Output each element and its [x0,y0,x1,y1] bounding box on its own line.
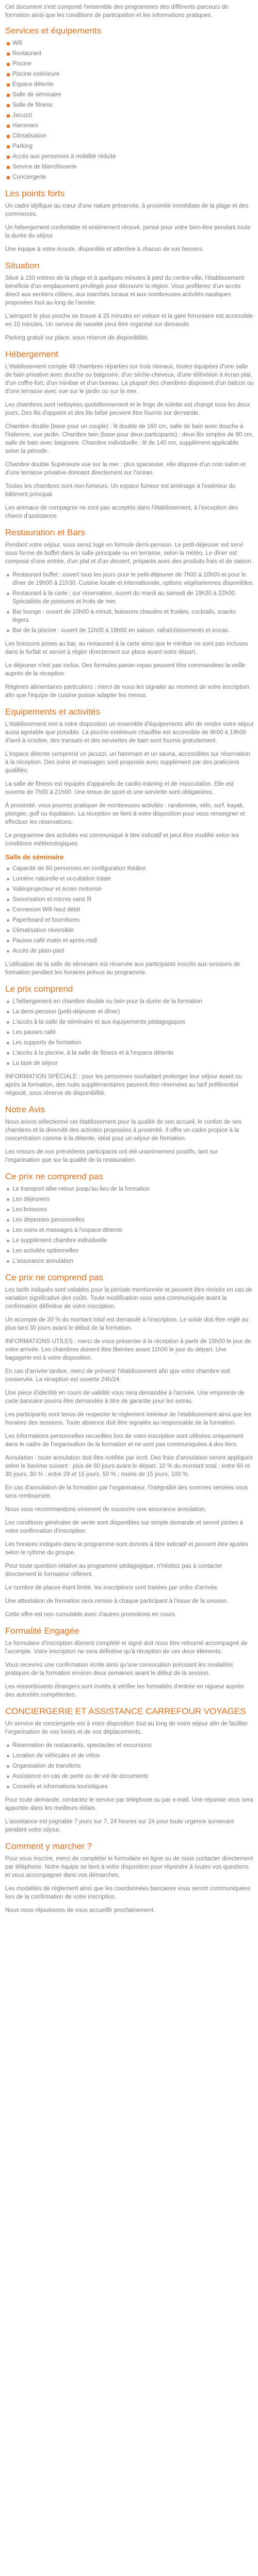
bullet-icon [7,63,10,66]
paragraph: Le nombre de places étant limité, les inscriptions sont traitées par ordre d'arrivée. [5,1585,219,1591]
conciergerie-list [5,1741,254,1791]
list-item: Bar lounge : ouvert de 10h00 à minuit, boissons chaudes et froides, cocktails, snacks légers. [5,608,254,624]
paragraph: L'aéroport le plus proche se trouve à 25 minutes en voiture et la gare ferroviaire est accessible en 10 minutes. Un service de navette peut être organisé sur demande. [5,313,253,328]
bullet-icon [7,630,9,632]
paragraph: Les animaux de compagnie ne sont pas acceptés dans l'établissement, à l'exception des chiens d'assistance. [5,505,238,519]
bullet-icon [7,1021,9,1024]
list-item: Réservation de restaurants, spectacles et excursions [5,1741,254,1750]
bullet-icon [7,125,10,128]
bullet-icon [7,611,9,614]
paragraph: Un acompte de 30 % du montant total est demandé à l'inscription. Le solde doit être réglé au plus tard 30 jours avant le début de la formation. [5,1317,249,1331]
equipements-section [5,707,254,977]
intro-text: Cet document s'est comporté l'ensemble des programmes des différents parcours de formation ainsi que les conditions de participation et les informations pratiques. [5,4,229,19]
section-title: Formalité Engagée [5,1626,79,1636]
points-forts-section [5,189,254,253]
list-item: Service de blanchisserie [5,163,254,171]
seminaire-list [5,865,254,955]
bullet-icon [7,104,10,107]
bullet-icon [7,1229,9,1232]
bullet-icon [7,1198,9,1201]
bullet-icon [7,888,9,891]
paragraph: L'utilisation de la salle de séminaire est réservée aux participants inscrits aux sessions de formation pendant les horaires prévus au programme. [5,961,240,976]
paragraph: Pour toute demande, contactez le service par téléphone ou par e-mail. Une réponse vous sera apportée dans les meilleurs délais. [5,1797,253,1811]
paragraph: Les tarifs indiqués sont valables pour la période mentionnée et peuvent être révisés en cas de variation significative des coûts. Toute modification vous sera communiquée avant la confirmation définitive de votre inscription. [5,1287,252,1310]
inscription-section [5,1841,254,1914]
list-item: Les soins et massages à l'espace détente [5,1226,254,1234]
paragraph: En cas d'annulation de la formation par l'organisateur, l'intégralité des sommes versées vous sera remboursée. [5,1485,248,1499]
paragraph: INFORMATIONS UTILES : merci de vous présenter à la réception à partir de 15h00 le jour de votre arrivée. Les chambres doivent être libérées avant 11h00 le jour du départ. Une bagagerie est à votre disposition. [5,1338,251,1361]
bullet-icon [7,94,10,97]
list-item: L'assurance annulation [5,1257,254,1265]
paragraph: INFORMATION SPÉCIALE : pour les personnes souhaitant prolonger leur séjour avant ou après la formation, des nuits supplémentaires peuvent être réservées au tarif préférentiel négocié, sous réserve de disponibilité. [5,1074,242,1096]
list-item: Les supports de formation [5,1039,254,1047]
paragraph: Nous nous réjouissons de vous accueillir prochainement. [5,1907,155,1913]
bullet-icon [7,1765,9,1768]
section-title: Les points forts [5,189,65,198]
list-item: Le supplément chambre individuelle [5,1236,254,1245]
list-item: Salle de fitness [5,101,254,109]
situation-section [5,261,254,342]
bullet-icon [7,909,9,911]
paragraph: Un hébergement confortable et entièrement rénové, pensé pour votre bien-être pendant toute la durée du séjour. [5,225,251,239]
non-inclus-section [5,1172,254,1265]
bullet-icon [7,156,10,159]
paragraph: Une pièce d'identité en cours de validité vous sera demandée à l'arrivée. Une empreinte de carte bancaire pourra être demandée à titre de garantie pour les extras. [5,1390,245,1404]
bullet-icon [7,592,9,595]
paragraph: Situé à 150 mètres de la plage et à quelques minutes à pied du centre-ville, l'établissement bénéficie d'un emplacement privilégié pour découvrir la région. Vous profiterez d'un accès direct aux sentiers côtiers, aux marchés locaux et aux nombreuses activités nautiques proposées tout au long de l'année. [5,275,245,306]
paragraph: En cas d'arrivée tardive, merci de prévenir l'établissement afin que votre chambre soit conservée. La réception est ouverte 24h/24. [5,1368,230,1383]
paragraph: Nous avons sélectionné cet établissement pour la qualité de son accueil, le confort de ses chambres et la diversité des activités proposées à proximité. Il offre un cadre propice à la concentration comme à la détente, idéal pour un séjour de formation. [5,1119,241,1142]
paragraph: À proximité, vous pourrez pratiquer de nombreuses activités : randonnée, vélo, surf, kayak, plongée, golf ou équitation. La réception se tient à votre disposition pour vous renseigner et effectuer les réservations. [5,803,245,825]
paragraph: Le formulaire d'inscription dûment complété et signé doit nous être retourné accompagné de l'acompte. Votre inscription ne sera définitive qu'à réception de ces deux éléments. [5,1640,248,1655]
paragraph: Pour toute question relative au programme pédagogique, n'hésitez pas à contacter directement le formateur référent. [5,1563,222,1578]
paragraph: La salle de fitness est équipée d'appareils de cardio-training et de musculation. Elle est ouverte de 7h00 à 21h00. Une tenue de sport et une serviette sont obligatoires. [5,781,234,795]
list-item: Jacuzzi [5,111,254,120]
paragraph: Les conditions générales de vente sont disponibles sur simple demande et seront jointes à votre confirmation d'inscription. [5,1520,243,1534]
paragraph: Les retours de nos précédents participants ont été unanimement positifs, tant sur l'organisation que sur la qualité de la restauration. [5,1149,218,1163]
list-item: Location de véhicules et de vélos [5,1752,254,1760]
list-item: Bar de la piscine : ouvert de 11h00 à 18h00 en saison, rafraîchissements et encas. [5,626,254,635]
bullet-icon [7,929,9,932]
list-item: Connexion Wifi haut débit [5,906,254,914]
paragraph: Toutes les chambres sont non-fumeurs. Un espace fumeur est aménagé à l'extérieur du bâtiment principal. [5,483,236,498]
list-item: Les dépenses personnelles [5,1216,254,1224]
list-item: La demi-pension (petit-déjeuner et dîner) [5,1008,254,1016]
section-title: Ce prix ne comprend pas [5,1172,103,1181]
bullet-icon [7,73,10,76]
list-item: Hammam [5,122,254,130]
bullet-icon [7,114,10,117]
section-title: Ce prix ne comprend pas [5,1273,103,1282]
restauration-section [5,528,254,700]
paragraph: Une équipe à votre écoute, disponible et attentive à chacun de vos besoins. [5,246,204,252]
list-item: Salle de séminaire [5,91,254,99]
paragraph: L'assistance est joignable 7 jours sur 7, 24 heures sur 24 pour toute urgence survenant pendant votre séjour. [5,1819,234,1833]
list-item: Wifi [5,39,254,47]
bullet-icon [7,166,10,169]
bullet-icon [7,1062,9,1065]
bullet-icon [7,878,9,880]
list-item: Capacité de 60 personnes en configuration théâtre [5,865,254,873]
list-item: Paperboard et fournitures [5,916,254,924]
list-item: Conciergerie [5,173,254,181]
paragraph: Les boissons prises au bar, au restaurant à la carte ainsi que le minibar ne sont pas incluses dans le forfait et seront à régler directement sur place avant votre départ. [5,641,248,655]
paragraph: Régimes alimentaires particuliers : merci de nous les signaler au moment de votre inscription afin que l'équipe de cuisine puisse adapter les menus. [5,684,249,699]
section-title: Restauration et Bars [5,528,85,537]
list-item: Les activités optionnelles [5,1247,254,1255]
list-item: Piscine [5,60,254,68]
bullet-icon [7,1786,9,1788]
conciergerie-section [5,1706,254,1834]
paragraph: Nous vous recommandons vivement de souscrire une assurance annulation. [5,1506,206,1513]
inclus-list [5,997,254,1067]
list-item: La taxe de séjour [5,1059,254,1067]
paragraph: Parking gratuit sur place, sous réserve de disponibilité. [5,335,149,341]
list-item: L'hébergement en chambre double ou twin pour la durée de la formation [5,997,254,1006]
services-list [5,39,254,181]
list-item: Sonorisation et micros sans fil [5,895,254,904]
bullet-icon [7,899,9,901]
section-title: Notre Avis [5,1105,45,1114]
bullet-icon [7,1209,9,1211]
paragraph: Chambre double Supérieure vue sur la mer : plus spacieuse, elle dispose d'un coin salon et d'une terrasse privative donnant directement sur l'océan. [5,462,246,476]
list-item: Climatisation réversible [5,926,254,935]
section-title: Hébergement [5,349,59,359]
list-item: Parking [5,142,254,150]
paragraph: Les horaires indiqués dans le programme sont donnés à titre indicatif et peuvent être ajustés selon le rythme du groupe. [5,1541,249,1556]
bullet-icon [7,1744,9,1747]
paragraph: Les informations personnelles recueillies lors de votre inscription sont utilisées uniquement dans le cadre de l'organisation de la formation et ne sont pas communiquées à des tiers. [5,1433,244,1448]
list-item: Le transport aller-retour jusqu'au lieu de la formation [5,1185,254,1193]
conditions-section [5,1273,254,1619]
avis-section [5,1105,254,1164]
bullet-icon [7,1188,9,1191]
list-item: Les boissons [5,1206,254,1214]
list-item: Assistance en cas de perte ou de vol de documents [5,1772,254,1781]
paragraph: Une attestation de formation sera remise à chaque participant à l'issue de la session. [5,1598,229,1604]
bullet-icon [7,1250,9,1252]
bullet-icon [7,176,10,179]
bullet-icon [7,135,10,138]
restauration-list [5,571,254,635]
paragraph: Les ressortissants étrangers sont invités à vérifier les formalités d'entrée en vigueur auprès des autorités compétentes. [5,1684,245,1698]
list-item: Les pauses café [5,1028,254,1037]
list-item: Climatisation [5,132,254,140]
list-item: Restaurant [5,49,254,58]
bullet-icon [7,919,9,922]
bullet-icon [7,1219,9,1222]
bullet-icon [7,950,9,953]
list-item: Organisation de transferts [5,1762,254,1770]
bullet-icon [7,83,10,87]
list-item: Lumière naturelle et occultation totale [5,875,254,883]
paragraph: Pour vous inscrire, merci de compléter le formulaire en ligne ou de nous contacter directement par téléphone. Notre équipe se tient à votre disposition pour répondre à toutes vos questions et vous accompagner dans vos démarches. [5,1856,253,1878]
list-item: Vidéoprojecteur et écran motorisé [5,885,254,893]
list-item: Accès de plain-pied [5,947,254,955]
bullet-icon [7,42,10,45]
non-inclus-list [5,1185,254,1265]
list-item: Espace détente [5,80,254,89]
list-item: Accès aux personnes à mobilité réduite [5,152,254,161]
paragraph: Un service de conciergerie est à votre disposition tout au long de votre séjour afin de faciliter l'organisation de vos loisirs et de vos déplacements. [5,1721,248,1735]
paragraph: L'établissement compte 48 chambres réparties sur trois niveaux, toutes équipées d'une salle de bain privative avec douche ou baignoire, d'un sèche-cheveux, d'une télévision à écran plat, d'un coffre-fort, d'un minibar et d'un bureau. La plupart des chambres disposent d'un balcon ou d'une terrasse avec vue sur le jardin ou sur la mer. [5,364,254,395]
bullet-icon [7,145,10,148]
section-title: Le prix comprend [5,984,73,994]
list-item: Conseils et informations touristiques [5,1783,254,1791]
bullet-icon [7,1775,9,1778]
paragraph: L'établissement met à votre disposition un ensemble d'équipements afin de rendre votre séjour aussi agréable que possible. La piscine extérieure chauffée est accessible de 9h00 à 19h00 d'avril à octobre, des transats et des serviettes de bain sont fournis gratuitement. [5,721,254,744]
bullet-icon [7,1031,9,1034]
section-title: Equipements et activités [5,707,101,717]
paragraph: Le déjeuner n'est pas inclus. Des formules panier-repas peuvent être commandées la veille auprès de la réception. [5,663,246,677]
section-title: Situation [5,261,40,270]
hebergement-section [5,349,254,520]
paragraph: Le programme des activités est communiqué à titre indicatif et peut être modifié selon les conditions météorologiques. [5,833,239,847]
bullet-icon [7,1260,9,1263]
bullet-icon [7,1001,9,1003]
list-item: L'accès à la piscine, à la salle de fitness et à l'espace détente [5,1049,254,1057]
section-title: Comment y marcher ? [5,1841,92,1851]
section-title: CONCIERGERIE ET ASSISTANCE CARREFOUR VOYAGES [5,1706,246,1716]
paragraph: Chambre double (base pour un couple) : lit double de 160 cm, salle de bain avec douche à l'italienne, vue jardin. Chambre twin (base pour deux participants) : deux lits simples de 90 cm, salle de bain avec baignoire. Chambre individuelle : lit de 140 cm, supplément applicable selon la période. [5,423,253,454]
subsection-title: Salle de séminaire [5,853,64,861]
list-item: Les déjeuners [5,1195,254,1204]
paragraph: Les participants sont tenus de respecter le règlement intérieur de l'établissement ainsi que les horaires des sessions. Toute absence doit être signalée au responsable de la formation. [5,1412,252,1426]
formalites-section [5,1626,254,1699]
section-title: Services et équipements [5,26,102,36]
list-item: Restaurant à la carte : sur réservation, ouvert du mardi au samedi de 19h30 à 22h00. Spécialités de poissons et fruits de mer. [5,589,254,606]
paragraph: Cette offre est non cumulable avec d'autres promotions en cours. [5,1612,176,1618]
services-section [5,26,254,181]
paragraph: Les chambres sont nettoyées quotidiennement et le linge de toilette est changé tous les deux jours. Des lits d'appoint et des lits bébé peuvent être fournis sur demande. [5,402,250,416]
bullet-icon [7,574,9,577]
paragraph: Vous recevrez une confirmation écrite ainsi qu'une convocation précisant les modalités pratiques de la formation environ deux semaines avant le début de la session. [5,1662,233,1676]
inclus-section [5,984,254,1097]
bullet-icon [7,1011,9,1013]
paragraph: Pendant votre séjour, vous serez logé en formule demi-pension. Le petit-déjeuner est servi sous forme de buffet dans la salle principale ou en terrasse, selon la météo. Le dîner est composé d'une entrée, d'un plat et d'un dessert, préparés avec des produits frais et de saison. [5,542,253,565]
paragraph: Un cadre idyllique au cœur d'une nature préservée, à proximité immédiate de la plage et des commerces. [5,203,249,217]
list-item: Restaurant buffet : ouvert tous les jours pour le petit-déjeuner de 7h00 à 10h00 et pour le dîner de 19h00 à 21h30. Cuisine locale et internationale, options végétariennes disponibles. [5,571,254,587]
paragraph: L'espace détente comprend un jacuzzi, un hammam et un sauna, accessibles sur réservation à la réception. Des soins et massages sont proposés avec supplément par des praticiens qualifiés. [5,751,250,774]
list-item: Pauses café matin et après-midi [5,937,254,945]
bullet-icon [7,1052,9,1055]
list-item: L'accès à la salle de séminaire et aux équipements pédagogiques [5,1018,254,1026]
list-item: Piscine extérieure [5,70,254,78]
bullet-icon [7,53,10,56]
bullet-icon [7,1755,9,1757]
bullet-icon [7,868,9,870]
bullet-icon [7,1240,9,1242]
paragraph: Annulation : toute annulation doit être notifiée par écrit. Des frais d'annulation seront appliqués selon le barème suivant : plus de 60 jours avant le départ, 10 % du montant total ; entre 60 et 30 jours, 30 % ; entre 29 et 15 jours, 50 % ; moins de 15 jours, 100 %. [5,1455,253,1478]
bullet-icon [7,1042,9,1044]
paragraph: Les modalités de règlement ainsi que les coordonnées bancaires vous seront communiquées lors de la confirmation de votre inscription. [5,1886,250,1900]
bullet-icon [7,940,9,942]
